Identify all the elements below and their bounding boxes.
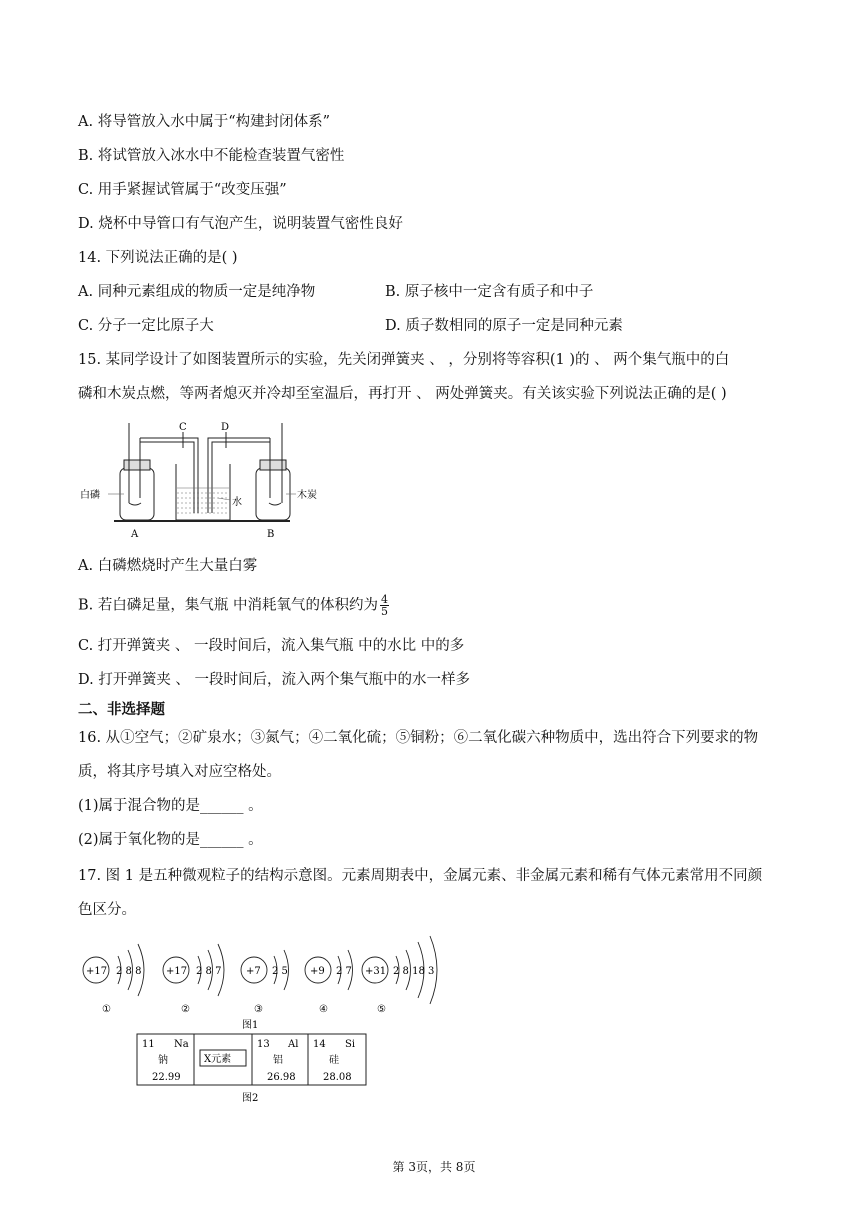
particle-1-shells: 2 8 8 [116, 966, 142, 977]
cell-na-symbol: Na [174, 1039, 189, 1050]
particle-5-shells: 2 8 18 3 [393, 966, 435, 977]
cell-al-symbol: Al [288, 1039, 299, 1050]
q15-option-d: D. 打开弹簧夹 、 一段时间后，流入两个集气瓶中的水一样多 [78, 672, 471, 688]
particle-5-nucleus: +31 [365, 966, 387, 977]
figure1-caption: 图1 [242, 1020, 259, 1031]
particle-3-index: ③ [254, 1004, 263, 1015]
fraction-numerator: 4 [380, 593, 388, 606]
cell-si-name: 硅 [329, 1055, 339, 1066]
label-water: 水 [232, 497, 242, 508]
particle-4-shells: 2 7 [336, 966, 352, 977]
q14-option-d: D. 质子数相同的原子一定是同种元素 [385, 318, 623, 334]
q16-subquestion-1: (1)属于混合物的是______ 。 [78, 798, 263, 814]
cell-na-number: 11 [142, 1039, 155, 1050]
particle-1-nucleus: +17 [86, 966, 108, 977]
cell-na-mass: 22.99 [152, 1072, 181, 1083]
q15-option-b [78, 594, 389, 617]
particle-2-nucleus: +17 [166, 966, 188, 977]
cell-x-element: X元素 [204, 1054, 232, 1065]
q17-stem-line2: 色区分。 [78, 902, 136, 918]
fraction-denominator: 5 [380, 605, 388, 618]
cell-al-mass: 26.98 [267, 1072, 296, 1083]
cell-si-symbol: Si [345, 1039, 356, 1050]
q17-stem-line1: 17. 图 1 是五种微观粒子的结构示意图。元素周期表中，金属元素、非金属元素和稀有气体元素常用不同颜 [78, 868, 763, 884]
page-footer: 第 3页，共 8页 [392, 1160, 476, 1174]
q13-option-c: C. 用手紧握试管属于“改变压强” [78, 182, 287, 198]
q14-option-c: C. 分子一定比原子大 [78, 318, 214, 334]
figure1-particle-structures [78, 934, 458, 1034]
q15-option-a: A. 白磷燃烧时产生大量白雾 [78, 558, 258, 574]
figure2-caption: 图2 [242, 1093, 259, 1104]
cell-na-name: 钠 [158, 1055, 168, 1066]
q15-stem-line1: 15. 某同学设计了如图装置所示的实验，先关闭弹簧夹 、 ，分别将等容积(1 )的 、 两个集气瓶中的白 [78, 352, 730, 368]
particle-4-index: ④ [319, 1004, 328, 1015]
cell-al-name: 铝 [273, 1055, 283, 1066]
particle-3-nucleus: +7 [246, 966, 261, 977]
label-bottle-a: A [131, 529, 139, 540]
q14-option-a: A. 同种元素组成的物质一定是纯净物 [78, 284, 316, 300]
q16-stem-line1: 16. 从①空气；②矿泉水；③氮气；④二氧化硫；⑤铜粉；⑥二氧化碳六种物质中，选出符合下列要求的物 [78, 730, 759, 746]
q14-option-b: B. 原子核中一定含有质子和中子 [385, 284, 594, 300]
particle-3-shells: 2 5 [272, 966, 288, 977]
q13-option-b: B. 将试管放入冰水中不能检查装置气密性 [78, 148, 345, 164]
label-charcoal: 木炭 [297, 490, 317, 501]
particle-2-shells: 2 8 7 [196, 966, 222, 977]
q15-option-c: C. 打开弹簧夹 、 一段时间后，流入集气瓶 中的水比 中的多 [78, 638, 465, 654]
q13-option-a: A. 将导管放入水中属于“构建封闭体系” [78, 114, 331, 130]
q16-subquestion-2: (2)属于氧化物的是______ 。 [78, 832, 263, 848]
particle-1-index: ① [102, 1004, 111, 1015]
cell-si-number: 14 [313, 1039, 326, 1050]
q14-row2 [78, 316, 623, 336]
q15-stem-line2: 磷和木炭点燃，等两者熄灭并冷却至室温后，再打开 、 两处弹簧夹。有关该实验下列说法正确的是( ) [78, 386, 727, 402]
q16-stem-line2: 质，将其序号填入对应空格处。 [78, 764, 281, 780]
particle-4-nucleus: +9 [310, 966, 325, 977]
label-white-phosphorus: 白磷 [80, 490, 100, 501]
cell-si-mass: 28.08 [323, 1072, 352, 1083]
q15-option-b-text: B. 若白磷足量，集气瓶 中消耗氧气的体积约为 [78, 597, 378, 614]
particle-2-index: ② [181, 1004, 190, 1015]
q15-apparatus-diagram [78, 418, 338, 543]
particle-5-index: ⑤ [377, 1004, 386, 1015]
q14-row1 [78, 282, 594, 302]
label-c: C [179, 422, 187, 433]
q13-option-d: D. 烧杯中导管口有气泡产生，说明装置气密性良好 [78, 216, 403, 232]
label-d: D [221, 422, 230, 433]
label-bottle-b: B [267, 529, 275, 540]
q14-stem: 14. 下列说法正确的是( ) [78, 250, 238, 266]
cell-al-number: 13 [257, 1039, 270, 1050]
figure2-periodic-table-fragment [136, 1033, 376, 1107]
section-heading-nonchoice: 二、非选择题 [78, 702, 165, 718]
fraction-four-fifths [380, 594, 389, 617]
